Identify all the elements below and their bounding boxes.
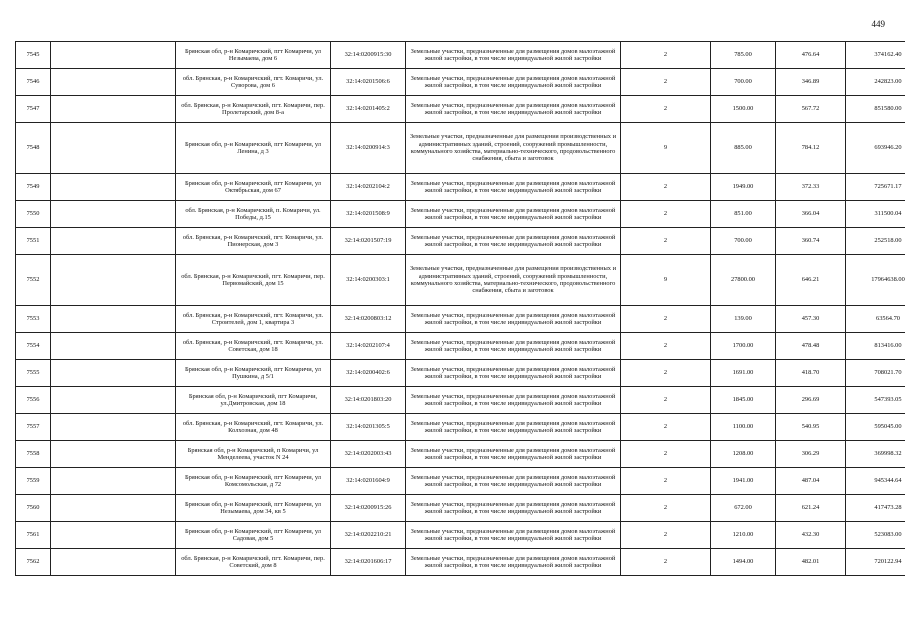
- address-cell: обл. Брянская, р-н Комаричский, пгт. Комаричи, пер. Первомайский, дом 15: [176, 255, 331, 306]
- cadastral-number-cell: 32:14:0201604:9: [331, 468, 406, 495]
- cadastral-value-cell: 369998.32: [846, 441, 905, 468]
- land-records-table: [15, 41, 905, 576]
- permitted-use-cell: Земельные участки, предназначенные для размещения домов малоэтажной жилой застройки, в том числе индивидуальной жилой застройки: [406, 387, 621, 414]
- cadastral-value-cell: 813416.00: [846, 333, 905, 360]
- cadastral-number-cell: 32:14:0200915:30: [331, 42, 406, 69]
- permitted-use-cell: Земельные участки, предназначенные для размещения домов малоэтажной жилой застройки, в том числе индивидуальной жилой застройки: [406, 96, 621, 123]
- area-cell: 785.00: [711, 42, 776, 69]
- record-number-cell: 7561: [16, 522, 51, 549]
- area-cell: 1941.00: [711, 468, 776, 495]
- cadastral-number-cell: 32:14:0200915:26: [331, 495, 406, 522]
- address-cell: обл. Брянская, р-н Комаричский, пгт. Комаричи, пер. Советский, дом 8: [176, 549, 331, 576]
- cadastral-number-cell: 32:14:0200914:3: [331, 123, 406, 174]
- cadastral-value-cell: 311500.04: [846, 201, 905, 228]
- cadastral-number-cell: 32:14:0201508:9: [331, 201, 406, 228]
- cadastral-value-cell: 242823.00: [846, 69, 905, 96]
- permitted-use-cell: Земельные участки, предназначенные для размещения домов малоэтажной жилой застройки, в том числе индивидуальной жилой застройки: [406, 69, 621, 96]
- table-row: [16, 333, 905, 360]
- cadastral-value-cell: 374162.40: [846, 42, 905, 69]
- table-row: [16, 174, 905, 201]
- specific-value-cell: 296.69: [776, 387, 846, 414]
- address-cell: Брянская обл, р-н Комаричский, п Комаричи, ул Менделеева, участок N 24: [176, 441, 331, 468]
- cadastral-number-cell: 32:14:0201803:20: [331, 387, 406, 414]
- table-row: [16, 360, 905, 387]
- area-cell: 1691.00: [711, 360, 776, 387]
- owner-cell: [51, 201, 176, 228]
- address-cell: Брянская обл, р-н Комаричский, пгт Комаричи, ул Незымаева, дом 34, кв 5: [176, 495, 331, 522]
- cadastral-number-cell: 32:14:0200803:12: [331, 306, 406, 333]
- owner-cell: [51, 468, 176, 495]
- owner-cell: [51, 495, 176, 522]
- cadastral-value-cell: 252518.00: [846, 228, 905, 255]
- cadastral-value-cell: 708021.70: [846, 360, 905, 387]
- address-cell: обл. Брянская, р-н Комаричский, п. Комаричи, ул. Победы, д.15: [176, 201, 331, 228]
- cadastral-number-cell: 32:14:0202210:21: [331, 522, 406, 549]
- record-number-cell: 7553: [16, 306, 51, 333]
- record-number-cell: 7552: [16, 255, 51, 306]
- cadastral-value-cell: 851580.00: [846, 96, 905, 123]
- permitted-use-cell: Земельные участки, предназначенные для размещения домов малоэтажной жилой застройки, в том числе индивидуальной жилой застройки: [406, 174, 621, 201]
- address-cell: Брянская обл, р-н Комаричский, пгт Комаричи, ул Комсомольская, д 72: [176, 468, 331, 495]
- table-row: [16, 69, 905, 96]
- cadastral-value-cell: 547393.05: [846, 387, 905, 414]
- owner-cell: [51, 414, 176, 441]
- owner-cell: [51, 255, 176, 306]
- area-cell: 27800.00: [711, 255, 776, 306]
- area-cell: 700.00: [711, 69, 776, 96]
- address-cell: обл. Брянская, р-н Комаричский, пгт. Комаричи, ул. Суворова, дом 6: [176, 69, 331, 96]
- category-code-cell: 9: [621, 255, 711, 306]
- table-row: [16, 306, 905, 333]
- area-cell: 851.00: [711, 201, 776, 228]
- cadastral-number-cell: 32:14:0201606:17: [331, 549, 406, 576]
- cadastral-number-cell: 32:14:0200303:1: [331, 255, 406, 306]
- table-row: [16, 495, 905, 522]
- specific-value-cell: 432.30: [776, 522, 846, 549]
- area-cell: 139.00: [711, 306, 776, 333]
- table-row: [16, 255, 905, 306]
- category-code-cell: 2: [621, 468, 711, 495]
- permitted-use-cell: Земельные участки, предназначенные для размещения домов малоэтажной жилой застройки, в том числе индивидуальной жилой застройки: [406, 306, 621, 333]
- address-cell: Брянская обл, р-н Комаричский, пгт Комаричи, ул.Дмитровская, дом 18: [176, 387, 331, 414]
- table-row: [16, 414, 905, 441]
- permitted-use-cell: Земельные участки, предназначенные для размещения домов малоэтажной жилой застройки, в том числе индивидуальной жилой застройки: [406, 228, 621, 255]
- specific-value-cell: 487.04: [776, 468, 846, 495]
- permitted-use-cell: Земельные участки, предназначенные для размещения домов малоэтажной жилой застройки, в том числе индивидуальной жилой застройки: [406, 441, 621, 468]
- record-number-cell: 7556: [16, 387, 51, 414]
- address-cell: Брянская обл, р-н Комаричский, пгт Комаричи, ул Незымаева, дом 6: [176, 42, 331, 69]
- category-code-cell: 2: [621, 228, 711, 255]
- permitted-use-cell: Земельные участки, предназначенные для размещения домов малоэтажной жилой застройки, в том числе индивидуальной жилой застройки: [406, 414, 621, 441]
- table-row: [16, 123, 905, 174]
- category-code-cell: 2: [621, 174, 711, 201]
- owner-cell: [51, 522, 176, 549]
- category-code-cell: 2: [621, 360, 711, 387]
- area-cell: 885.00: [711, 123, 776, 174]
- cadastral-number-cell: 32:14:0201506:6: [331, 69, 406, 96]
- specific-value-cell: 478.48: [776, 333, 846, 360]
- table-row: [16, 42, 905, 69]
- cadastral-value-cell: 725671.17: [846, 174, 905, 201]
- category-code-cell: 2: [621, 333, 711, 360]
- table-row: [16, 441, 905, 468]
- owner-cell: [51, 387, 176, 414]
- record-number-cell: 7559: [16, 468, 51, 495]
- permitted-use-cell: Земельные участки, предназначенные для размещения домов малоэтажной жилой застройки, в том числе индивидуальной жилой застройки: [406, 360, 621, 387]
- area-cell: 1949.00: [711, 174, 776, 201]
- cadastral-number-cell: 32:14:0202104:2: [331, 174, 406, 201]
- table-row: [16, 201, 905, 228]
- table-row: [16, 468, 905, 495]
- cadastral-value-cell: 945344.64: [846, 468, 905, 495]
- specific-value-cell: 476.64: [776, 42, 846, 69]
- specific-value-cell: 457.30: [776, 306, 846, 333]
- owner-cell: [51, 549, 176, 576]
- table-row: [16, 522, 905, 549]
- area-cell: 672.00: [711, 495, 776, 522]
- table-row: [16, 96, 905, 123]
- category-code-cell: 2: [621, 441, 711, 468]
- record-number-cell: 7546: [16, 69, 51, 96]
- category-code-cell: 2: [621, 549, 711, 576]
- specific-value-cell: 482.01: [776, 549, 846, 576]
- specific-value-cell: 346.89: [776, 69, 846, 96]
- specific-value-cell: 306.29: [776, 441, 846, 468]
- record-number-cell: 7560: [16, 495, 51, 522]
- permitted-use-cell: Земельные участки, предназначенные для размещения домов малоэтажной жилой застройки, в том числе индивидуальной жилой застройки: [406, 468, 621, 495]
- address-cell: обл. Брянская, р-н Комаричский, пгт. Комаричи, ул. Строителей, дом 1, квартира 3: [176, 306, 331, 333]
- record-number-cell: 7545: [16, 42, 51, 69]
- address-cell: обл. Брянская, р-н Комаричский, пгт. Комаричи, ул. Пионерская, дом 3: [176, 228, 331, 255]
- cadastral-number-cell: 32:14:0201305:5: [331, 414, 406, 441]
- address-cell: обл. Брянская, р-н Комаричский, пгт. Комаричи, пер. Пролетарский, дом 8-а: [176, 96, 331, 123]
- cadastral-value-cell: 720122.94: [846, 549, 905, 576]
- record-number-cell: 7549: [16, 174, 51, 201]
- specific-value-cell: 418.70: [776, 360, 846, 387]
- permitted-use-cell: Земельные участки, предназначенные для размещения домов малоэтажной жилой застройки, в том числе индивидуальной жилой застройки: [406, 42, 621, 69]
- permitted-use-cell: Земельные участки, предназначенные для размещения производственных и административных зданий, строений, сооружений промышленности, коммунального хозяйства, материально-технического, продовольственного снабжения, сбыта и заготовок: [406, 255, 621, 306]
- specific-value-cell: 621.24: [776, 495, 846, 522]
- address-cell: обл. Брянская, р-н Комаричский, пгт. Комаричи, ул. Колхозная, дом 48: [176, 414, 331, 441]
- cadastral-number-cell: 32:14:0201405:2: [331, 96, 406, 123]
- area-cell: 700.00: [711, 228, 776, 255]
- category-code-cell: 2: [621, 69, 711, 96]
- owner-cell: [51, 360, 176, 387]
- specific-value-cell: 540.95: [776, 414, 846, 441]
- permitted-use-cell: Земельные участки, предназначенные для размещения производственных и административных зданий, строений, сооружений промышленности, коммунального хозяйства, материально-технического, продовольственного снабжения, сбыта и заготовок: [406, 123, 621, 174]
- cadastral-value-cell: 417473.28: [846, 495, 905, 522]
- permitted-use-cell: Земельные участки, предназначенные для размещения домов малоэтажной жилой застройки, в том числе индивидуальной жилой застройки: [406, 495, 621, 522]
- specific-value-cell: 372.33: [776, 174, 846, 201]
- cadastral-value-cell: 693946.20: [846, 123, 905, 174]
- specific-value-cell: 784.12: [776, 123, 846, 174]
- table-row: [16, 387, 905, 414]
- owner-cell: [51, 306, 176, 333]
- table-row: [16, 228, 905, 255]
- specific-value-cell: 567.72: [776, 96, 846, 123]
- category-code-cell: 9: [621, 123, 711, 174]
- category-code-cell: 2: [621, 495, 711, 522]
- permitted-use-cell: Земельные участки, предназначенные для размещения домов малоэтажной жилой застройки, в том числе индивидуальной жилой застройки: [406, 201, 621, 228]
- record-number-cell: 7557: [16, 414, 51, 441]
- record-number-cell: 7554: [16, 333, 51, 360]
- specific-value-cell: 646.21: [776, 255, 846, 306]
- owner-cell: [51, 441, 176, 468]
- cadastral-number-cell: 32:14:0201507:19: [331, 228, 406, 255]
- category-code-cell: 2: [621, 387, 711, 414]
- cadastral-number-cell: 32:14:0202003:43: [331, 441, 406, 468]
- area-cell: 1494.00: [711, 549, 776, 576]
- address-cell: обл. Брянская, р-н Комаричский, пгт. Комаричи, ул. Советская, дом 18: [176, 333, 331, 360]
- record-number-cell: 7551: [16, 228, 51, 255]
- record-number-cell: 7558: [16, 441, 51, 468]
- owner-cell: [51, 96, 176, 123]
- owner-cell: [51, 333, 176, 360]
- category-code-cell: 2: [621, 201, 711, 228]
- cadastral-value-cell: 523083.00: [846, 522, 905, 549]
- record-number-cell: 7562: [16, 549, 51, 576]
- table-row: [16, 549, 905, 576]
- specific-value-cell: 366.04: [776, 201, 846, 228]
- area-cell: 1208.00: [711, 441, 776, 468]
- record-number-cell: 7548: [16, 123, 51, 174]
- address-cell: Брянская обл, р-н Комаричский, пгт Комаричи, ул Октябрьская, дом 67: [176, 174, 331, 201]
- owner-cell: [51, 228, 176, 255]
- category-code-cell: 2: [621, 42, 711, 69]
- permitted-use-cell: Земельные участки, предназначенные для размещения домов малоэтажной жилой застройки, в том числе индивидуальной жилой застройки: [406, 333, 621, 360]
- page-number: 449: [871, 19, 885, 29]
- category-code-cell: 2: [621, 414, 711, 441]
- record-number-cell: 7550: [16, 201, 51, 228]
- owner-cell: [51, 123, 176, 174]
- address-cell: Брянская обл, р-н Комаричский, пгт Комаричи, ул Садовая, дом 5: [176, 522, 331, 549]
- owner-cell: [51, 174, 176, 201]
- specific-value-cell: 360.74: [776, 228, 846, 255]
- owner-cell: [51, 42, 176, 69]
- category-code-cell: 2: [621, 306, 711, 333]
- area-cell: 1700.00: [711, 333, 776, 360]
- permitted-use-cell: Земельные участки, предназначенные для размещения домов малоэтажной жилой застройки, в том числе индивидуальной жилой застройки: [406, 549, 621, 576]
- area-cell: 1100.00: [711, 414, 776, 441]
- record-number-cell: 7555: [16, 360, 51, 387]
- cadastral-number-cell: 32:14:0202107:4: [331, 333, 406, 360]
- cadastral-value-cell: 17964638.00: [846, 255, 905, 306]
- cadastral-number-cell: 32:14:0200402:6: [331, 360, 406, 387]
- cadastral-value-cell: 595045.00: [846, 414, 905, 441]
- cadastral-value-cell: 63564.70: [846, 306, 905, 333]
- area-cell: 1210.00: [711, 522, 776, 549]
- address-cell: Брянская обл, р-н Комаричский, пгт Комаричи, ул Ленина, д 3: [176, 123, 331, 174]
- record-number-cell: 7547: [16, 96, 51, 123]
- category-code-cell: 2: [621, 522, 711, 549]
- owner-cell: [51, 69, 176, 96]
- records-body: [16, 42, 905, 576]
- category-code-cell: 2: [621, 96, 711, 123]
- permitted-use-cell: Земельные участки, предназначенные для размещения домов малоэтажной жилой застройки, в том числе индивидуальной жилой застройки: [406, 522, 621, 549]
- address-cell: Брянская обл, р-н Комаричский, пгт Комаричи, ул Пушкина, д 5/1: [176, 360, 331, 387]
- area-cell: 1845.00: [711, 387, 776, 414]
- area-cell: 1500.00: [711, 96, 776, 123]
